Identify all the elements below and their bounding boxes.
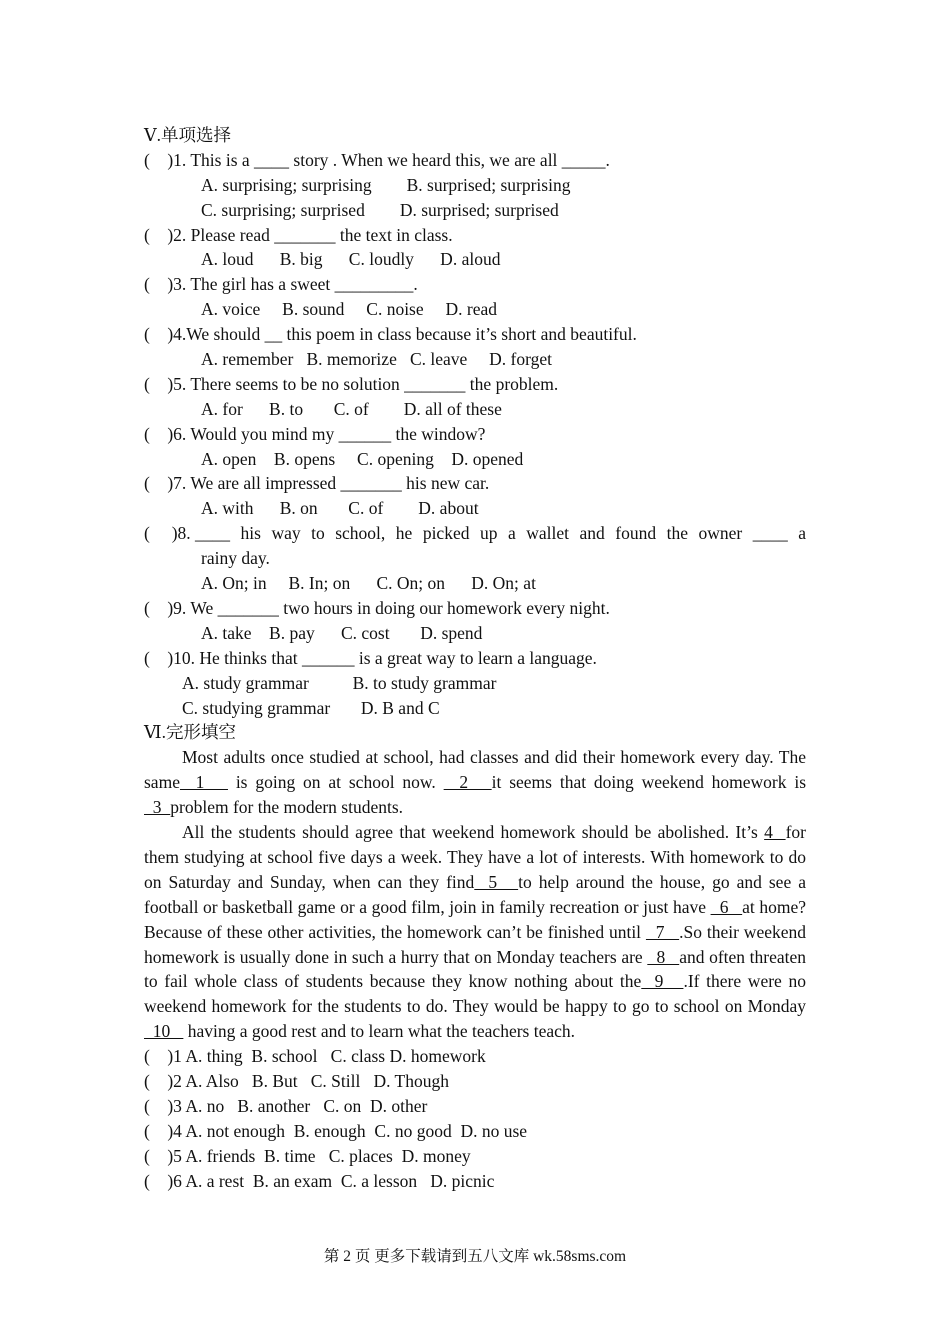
cloze-text: having a good rest and to learn what the teachers teach. <box>183 1021 576 1042</box>
section-5-title: Ⅴ.单项选择 <box>144 125 232 145</box>
question-10-options-b: C. studying grammar D. B and C <box>182 697 440 718</box>
question-9: ( )9. We _______ two hours in doing our homework every night. <box>144 597 610 618</box>
cloze-option-4: ( )4 A. not enough B. enough C. no good D. no use <box>144 1120 528 1141</box>
cloze-option-6: ( )6 A. a rest B. an exam C. a lesson D. picnic <box>144 1170 495 1191</box>
cloze-text: .So their weekend homework is usually done in such a hurry that on Monday teachers are <box>144 921 806 967</box>
cloze-text: .If there were no weekend homework for the students to do. They would be happy to go to school on Monday <box>144 971 806 1017</box>
question-6: ( )6. Would you mind my ______ the window? <box>144 423 486 444</box>
question-8 <box>144 521 806 546</box>
question-4: ( )4.We should __ this poem in class because it’s short and beautiful. <box>144 324 637 345</box>
cloze-blank-4: 4 <box>764 822 786 842</box>
cloze-blank-7: 7 <box>645 921 680 942</box>
cloze-paragraph-2 <box>144 820 806 1044</box>
cloze-option-2: ( )2 A. Also B. But C. Still D. Though <box>144 1071 449 1092</box>
cloze-blank-5: 5 <box>474 871 519 892</box>
cloze-text: All the students should agree that weekend homework should be abolished. It’s <box>182 822 765 842</box>
question-4-options: A. remember B. memorize C. leave D. forget <box>201 349 553 370</box>
question-9-options: A. take B. pay C. cost D. spend <box>201 622 483 643</box>
cloze-text: to help around the house, go and see a football or basketball game or a good film, join in family recreation or just have <box>144 871 806 917</box>
question-2: ( )2. Please read _______ the text in class. <box>144 224 453 245</box>
cloze-text: it seems that doing weekend homework is <box>491 772 807 793</box>
question-1-options-a: A. surprising; surprising B. surprised; surprising <box>201 174 571 195</box>
cloze-option-5: ( )5 A. friends B. time C. places D. money <box>144 1145 471 1166</box>
cloze-option-1: ( )1 A. thing B. school C. class D. homework <box>144 1046 486 1067</box>
question-3-options: A. voice B. sound C. noise D. read <box>201 299 498 320</box>
cloze-blank-10: 10 <box>144 1021 184 1042</box>
page-footer: 第 2 页 更多下载请到五八文库 wk.58sms.com <box>323 1248 627 1265</box>
question-8-continuation: rainy day. <box>201 548 270 569</box>
question-10-options-a: A. study grammar B. to study grammar <box>182 672 497 693</box>
cloze-blank-8: 8 <box>647 946 680 967</box>
cloze-blank-9: 9 <box>641 971 684 992</box>
cloze-blank-3: 3 <box>144 797 171 818</box>
cloze-text: for them studying at school five days a week. They have a lot of interests. With homework to do on Saturday and Sunday, when can they find <box>144 822 806 892</box>
question-6-options: A. open B. opens C. opening D. opened <box>201 448 524 469</box>
question-7-options: A. with B. on C. of D. about <box>201 498 479 519</box>
question-1-options-b: C. surprising; surprised D. surprised; surprised <box>201 199 559 220</box>
question-1: ( )1. This is a ____ story . When we heard this, we are all _____. <box>144 149 610 170</box>
question-10: ( )10. He thinks that ______ is a great way to learn a language. <box>144 647 597 668</box>
cloze-blank-2: 2 <box>443 772 492 793</box>
document-page <box>144 123 806 1194</box>
section-6-title: Ⅵ.完形填空 <box>144 722 236 743</box>
question-8-label: ( )8. <box>144 523 196 544</box>
cloze-text: at home? Because of these other activities, the homework can’t be finished until <box>144 896 806 942</box>
cloze-blank-6: 6 <box>710 896 743 917</box>
question-5: ( )5. There seems to be no solution _______ the problem. <box>144 373 559 394</box>
question-5-options: A. for B. to C. of D. all of these <box>201 398 502 419</box>
question-7: ( )7. We are all impressed _______ his new car. <box>144 473 490 494</box>
cloze-text: problem for the modern students. <box>170 797 404 818</box>
question-8-options: A. On; in B. In; on C. On; on D. On; at <box>201 573 536 594</box>
cloze-option-3: ( )3 A. no B. another C. on D. other <box>144 1095 428 1116</box>
cloze-paragraph-1 <box>144 745 806 820</box>
question-3: ( )3. The girl has a sweet _________. <box>144 274 418 295</box>
cloze-text: and often threaten to fail whole class of students because they know nothing about the <box>144 946 807 992</box>
question-8-text: ____ his way to school, he picked up a wallet and found the owner ____ a <box>195 523 806 544</box>
cloze-text: is going on at school now. <box>227 772 444 793</box>
cloze-text: Most adults once studied at school, had classes and did their homework every day. The same <box>144 747 806 793</box>
question-2-options: A. loud B. big C. loudly D. aloud <box>201 249 501 270</box>
cloze-blank-1: 1 <box>179 772 228 793</box>
